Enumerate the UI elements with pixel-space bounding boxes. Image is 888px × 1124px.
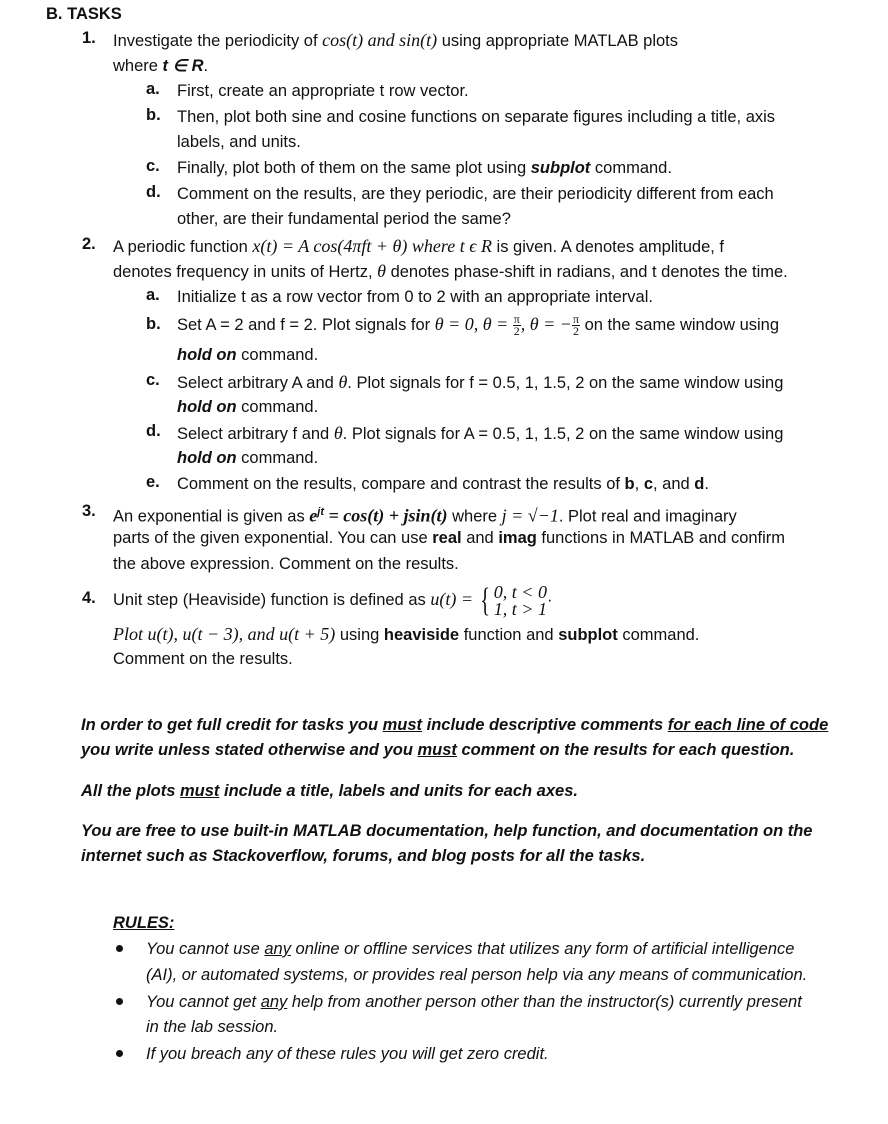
rule-1-line-2: (AI), or automated systems, or provides real person help via any means of communication. — [146, 966, 808, 984]
task-4-number: 4. — [82, 589, 96, 607]
task-1a-label: a. — [146, 80, 160, 98]
text: An exponential is given as — [113, 507, 310, 526]
task-3-number: 3. — [82, 502, 96, 520]
task-1b-text-2: labels, and units. — [177, 133, 301, 151]
note-1-line-1 — [81, 714, 828, 736]
task-1a-text: First, create an appropriate t row vector. — [177, 82, 469, 100]
denominator: 2 — [572, 324, 579, 339]
rules-heading: RULES: — [113, 914, 175, 932]
text: help from another person other than the instructor(s) currently present — [287, 993, 802, 1011]
text: and — [461, 529, 499, 547]
text: command. — [236, 398, 319, 416]
text: Finally, plot both of them on the same plot using — [177, 159, 531, 177]
rule-1-line-1 — [146, 938, 794, 960]
task-1-line-1 — [113, 29, 678, 52]
pi-over-2-fraction — [513, 314, 521, 337]
task-1-number: 1. — [82, 29, 96, 47]
text: parts of the given exponential. You can use — [113, 529, 433, 547]
task-2e-text — [177, 473, 709, 495]
math: j = √−1 — [501, 505, 559, 526]
note-2 — [81, 780, 578, 802]
text: , and — [653, 475, 695, 493]
math: θ — [377, 261, 386, 281]
note-3-line-1: You are free to use built-in MATLAB documentation, help function, and documentation on the — [81, 822, 813, 840]
keyword: hold on — [177, 398, 237, 416]
rule-2-line-2: in the lab session. — [146, 1018, 279, 1036]
task-2c-text-2 — [177, 396, 318, 418]
text: comment on the results for each question. — [456, 741, 795, 759]
task-3-line-1 — [113, 501, 737, 528]
math: Plot u(t), u(t − 3), and u(t + 5) — [113, 624, 336, 644]
task-2b-text — [177, 313, 779, 337]
keyword: subplot — [530, 159, 591, 177]
text: where — [447, 507, 502, 526]
pi-over-2-fraction — [572, 314, 580, 337]
emphasis: must — [382, 716, 423, 734]
text: command. — [236, 449, 319, 467]
bullet-icon — [116, 945, 123, 952]
math: , θ = − — [520, 314, 572, 334]
text: . — [203, 57, 209, 75]
task-2a-label: a. — [146, 286, 160, 304]
task-2-line-1 — [113, 235, 724, 258]
superscript: jt — [317, 506, 325, 518]
task-1d-text-2: other, are their fundamental period the same? — [177, 210, 511, 228]
task-2e-label: e. — [146, 473, 160, 491]
task-2c-label: c. — [146, 371, 160, 389]
text: In order to get full credit for tasks you — [81, 716, 383, 734]
text: A periodic function — [113, 238, 253, 256]
text: Set A = 2 and f = 2. Plot signals for — [177, 316, 435, 334]
task-2d-label: d. — [146, 422, 161, 440]
task-2b-text-2 — [177, 344, 318, 366]
text: , — [634, 475, 644, 493]
task-2b-label: b. — [146, 315, 161, 333]
math: e — [309, 505, 318, 526]
math: θ — [338, 372, 348, 392]
text: is given. A denotes amplitude, f — [491, 238, 725, 256]
keyword: hold on — [177, 346, 237, 364]
task-1b-label: b. — [146, 106, 161, 124]
numerator: π — [513, 312, 520, 327]
text: Comment on the results, compare and contrast the results of — [177, 475, 625, 493]
text: include descriptive comments — [422, 716, 668, 734]
task-1b-text-1: Then, plot both sine and cosine functions on separate figures including a title, axis — [177, 108, 776, 126]
task-1d-label: d. — [146, 183, 161, 201]
text: · — [546, 591, 553, 609]
bold-letter: d — [694, 475, 705, 493]
left-brace: { — [480, 581, 491, 619]
numerator: π — [572, 312, 579, 327]
text: . — [704, 475, 709, 493]
task-2c-text — [177, 371, 783, 394]
rule-3: If you breach any of these rules you will get zero credit. — [146, 1045, 549, 1063]
text: you write unless stated otherwise and you — [81, 741, 418, 759]
section-title: B. TASKS — [46, 5, 122, 23]
note-3-line-2: internet such as Stackoverflow, forums, and blog posts for all the tasks. — [81, 847, 646, 865]
task-2-number: 2. — [82, 235, 96, 253]
text: where — [113, 57, 163, 75]
task-1-line-2 — [113, 55, 208, 77]
math: t ∈ R — [162, 57, 204, 75]
piecewise-cases — [493, 581, 547, 619]
text: command. — [236, 346, 319, 364]
task-2d-text — [177, 422, 783, 445]
text: . Plot signals for f = 0.5, 1, 1.5, 2 on the same window using — [347, 374, 784, 392]
text: command. — [617, 626, 700, 644]
keyword: heaviside — [383, 626, 460, 644]
task-1d-text-1: Comment on the results, are they periodic, are their periodicity different from each — [177, 185, 774, 203]
math: u(t) = — [430, 589, 478, 609]
math: θ — [333, 423, 343, 443]
task-2d-text-2 — [177, 447, 318, 469]
text: You cannot get — [146, 993, 261, 1011]
text: functions in MATLAB and confirm — [536, 529, 786, 547]
math: = cos(t) + jsin(t) — [324, 505, 448, 526]
emphasis: must — [417, 741, 457, 759]
bold-letter: c — [643, 475, 653, 493]
keyword: hold on — [177, 449, 237, 467]
emphasis: must — [180, 782, 220, 800]
task-2a-text: Initialize t as a row vector from 0 to 2 with an appropriate interval. — [177, 288, 653, 306]
task-3-line-2 — [113, 527, 785, 549]
task-2-line-2 — [113, 260, 788, 283]
text: All the plots — [81, 782, 180, 800]
task-4-line-3: Comment on the results. — [113, 650, 293, 668]
task-4-line-1 — [113, 578, 552, 621]
text: on the same window using — [580, 316, 780, 334]
text: command. — [590, 159, 672, 177]
text: include a title, labels and units for each axes. — [219, 782, 578, 800]
math: θ = 0, θ = — [434, 314, 513, 334]
rule-2-line-1 — [146, 991, 802, 1013]
text: using appropriate MATLAB plots — [437, 32, 679, 50]
keyword: real — [432, 529, 462, 547]
case-1: 0, t < 0 — [493, 581, 547, 602]
bold-letter: b — [624, 475, 635, 493]
text: Unit step (Heaviside) function is defined as — [113, 591, 431, 609]
text: Select arbitrary A and — [177, 374, 339, 392]
note-1-line-2 — [81, 739, 794, 761]
text: Select arbitrary f and — [177, 425, 334, 443]
task-3-line-3: the above expression. Comment on the results. — [113, 555, 459, 573]
denominator: 2 — [513, 324, 520, 339]
text: . Plot signals for A = 0.5, 1, 1.5, 2 on the same window using — [342, 425, 784, 443]
keyword: subplot — [558, 626, 618, 644]
math: cos(t) and sin(t) — [322, 30, 438, 50]
emphasis: for each line of code — [667, 716, 829, 734]
text: function and — [459, 626, 559, 644]
task-4-line-2 — [113, 623, 699, 646]
text: denotes phase-shift in radians, and t denotes the time. — [386, 263, 788, 281]
math: x(t) = A cos(4πft + θ) where t ϵ R — [252, 236, 492, 256]
task-1c-text — [177, 157, 672, 179]
emphasis: any — [260, 993, 288, 1011]
text: You cannot use — [146, 940, 265, 958]
bullet-icon — [116, 1050, 123, 1057]
keyword: imag — [498, 529, 537, 547]
emphasis: any — [264, 940, 291, 958]
case-2: 1, t > 1 — [493, 598, 547, 619]
text: denotes frequency in units of Hertz, — [113, 263, 378, 281]
text: using — [335, 626, 384, 644]
bullet-icon — [116, 998, 123, 1005]
task-1c-label: c. — [146, 157, 160, 175]
text: Investigate the periodicity of — [113, 32, 323, 50]
text: . Plot real and imaginary — [558, 507, 737, 526]
text: online or offline services that utilizes any form of artificial intelligence — [290, 940, 795, 958]
